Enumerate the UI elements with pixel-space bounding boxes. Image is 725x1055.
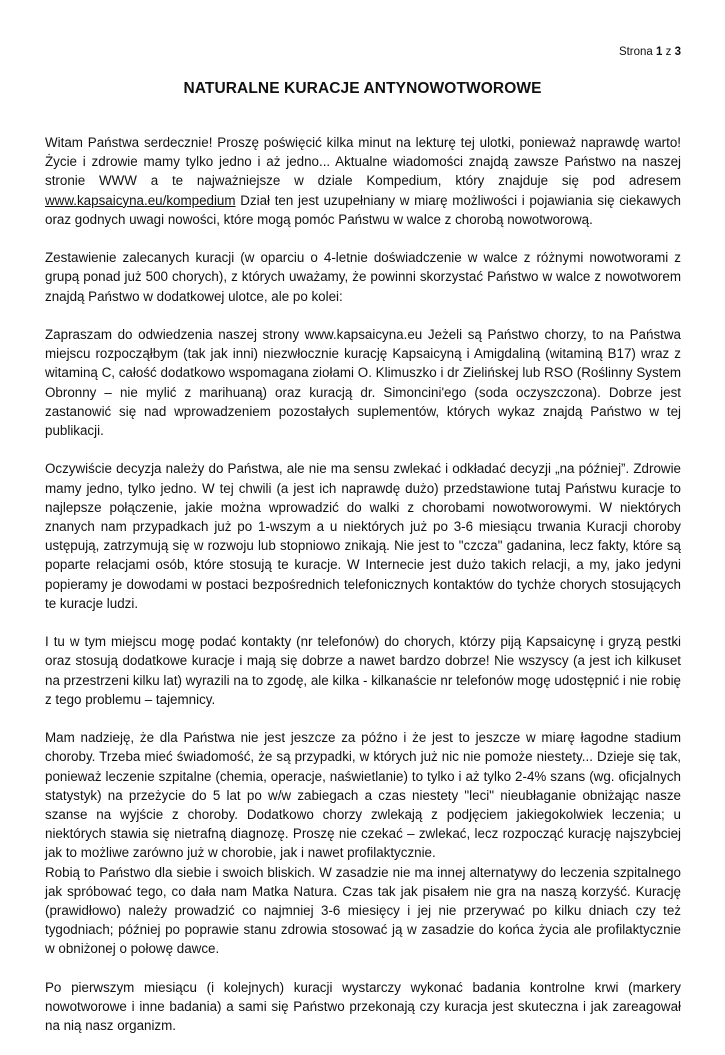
- document-body: [45, 133, 681, 1055]
- page-number: [619, 46, 681, 58]
- page-number-current: 1: [656, 46, 663, 58]
- paragraph-invitation: Zapraszam do odwiedzenia naszej strony www.kapsaicyna.eu Jeżeli są Państwo chorzy, to na Państwa miejscu rozpocząłbym (tak jak inni) niezwłocznie kurację Kapsaicyną i Amigdaliną (witaminą B17) wraz z witaminą C, całość dodatkowo wspomagana ziołami O. Klimuszko i dr Zielińskej lub RSO (Roślinny System Obronny – nie mylić z marihuaną) oraz kuracją dr. Simoncini'ego (soda oczyszczona). Dobrze jest zastanowić się nad wprowadzeniem pozostałych suplementów, których wykaz znajdą Państwo w tej publikacji.: [45, 327, 681, 439]
- paragraph-intro-text-b: Dział ten jest uzupełniany w miarę możliwości i pojawiania się ciekawych oraz godnych uwagi nowości, które mogą pomóc Państwu w walce z chorobą nowotworową.: [45, 192, 681, 227]
- paragraph-nature: Robią to Państwo dla siebie i swoich bliskich. W zasadzie nie ma innej alternatywy do leczenia szpitalnego jak spróbować tego, co dała nam Matka Natura. Czas tak jak pisałem nie gra na naszą korzyść. Kurację (prawidłowo) należy prowadzić co najmniej 3-6 miesięcy i jej nie przerywać po kilku dniach czy też tygodniach; później po poprawie stanu zdrowia stosować ją w zasadzie do końca życia ale profilaktycznie w obniżonej o połowę dawce.: [45, 864, 681, 957]
- paragraph-contacts: I tu w tym miejscu mogę podać kontakty (nr telefonów) do chorych, którzy piją Kapsaicynę i gryzą pestki oraz stosują dodatkowe kuracje i mają się dobrze a nawet bardzo dobrze! Nie wszyscy (a jest ich kilkuset na przestrzeni kilku lat) wyrazili na to zgodę, ale kilka - kilkanaście nr telefonów mogę udostępnić i nie robię z tego problemu – tajemnicy.: [45, 634, 681, 707]
- page-number-separator: z: [665, 46, 672, 58]
- kompedium-link[interactable]: www.kapsaicyna.eu/kompedium: [45, 192, 236, 208]
- paragraph-decision: Oczywiście decyzja należy do Państwa, ale nie ma sensu zwlekać i odkładać decyzji „na później”. Zdrowie mamy jedno, tylko jedno. W tej chwili (a jest ich naprawdę dużo) przedstawione tutaj Państwu kuracje to najlepsze połączenie, jakie można wprowadzić do walki z chorobami nowotworowymi. W niektórych znanych nam przypadkach już po 1-wszym a u niektórych już po 3-6 miesiącu trwania Kuracji choroby ustępują, zatrzymują się w rozwoju lub stopniowo znikają. Nie jest to "czcza" gadanina, lecz fakty, które są poparte relacjami osób, które stosują te kuracje. W Internecie jest dużo takich relacji, a my, jako jedyni popieramy je dowodami w postaci bezpośrednich telefonicznych kontaktów do tychże chorych stosujących te kuracje ludzi.: [45, 461, 681, 611]
- paragraph-intro-text-a: Witam Państwa serdecznie! Proszę poświęcić kilka minut na lekturę tej ulotki, ponieważ naprawdę warto! Życie i zdrowie mamy tylko jedno i aż jedno... Aktualne wiadomości znajdą zawsze Państwo na naszej stronie WWW a te najważniejsze w dziale Kompedium, który znajduje się pod adresem: [45, 135, 681, 189]
- paragraph-summary: Zestawienie zalecanych kuracji (w oparciu o 4-letnie doświadczenie w walce z różnymi nowotworami z grupą ponad już 500 chorych), z których uważamy, że powinni skorzystać Państwo w walce z nowotworem znajdą Państwo w dodatkowej ulotce, ale po kolei:: [45, 250, 681, 304]
- paragraph-tests: Po pierwszym miesiącu (i kolejnych) kuracji wystarczy wykonać badania kontrolne krwi (markery nowotworowe i inne badania) a sami się Państwo przekonają czy kuracja jest skuteczna i jak zareagował na nią nasz organizm.: [45, 979, 681, 1034]
- paragraph-intro: [45, 133, 681, 229]
- paragraph-hope: Mam nadzieję, że dla Państwa nie jest jeszcze za późno i że jest to jeszcze w miarę łagodne stadium choroby. Trzeba mieć świadomość, że są przypadki, w których już nic nie pomoże niestety... Dzieje się tak, ponieważ leczenie szpitalne (chemia, operacje, naświetlanie) to tylko i aż tylko 2-4% szans (wg. oficjalnych statystyk) na przeżycie do 5 lat po w/w zabiegach a czas niestety "leci" nieubłaganie obniżając nasze szanse na wyjście z choroby. Dodatkowo chorzy zwlekają z podjęciem jakiegokolwiek leczenia; u niektórych stawia się nietrafną diagnozę. Proszę nie czekać – zwlekać, lecz rozpocząć kurację najszybciej jak to możliwe zarówno już w chorobie, jak i nawet profilaktycznie.: [45, 730, 681, 861]
- page-number-total: 3: [674, 46, 681, 58]
- document-title: NATURALNE KURACJE ANTYNOWOTWOROWE: [183, 80, 542, 97]
- page-number-prefix: Strona: [618, 46, 653, 58]
